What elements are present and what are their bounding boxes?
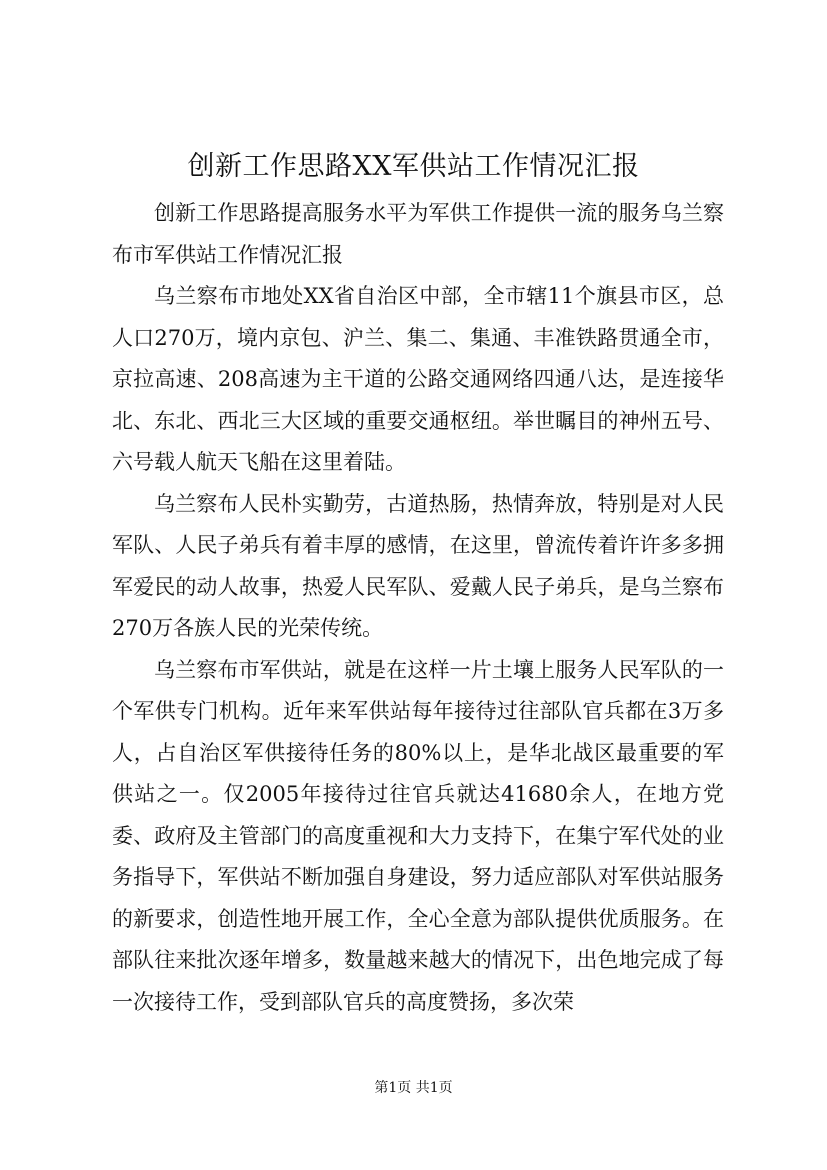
document-title: 创新工作思路XX军供站工作情况汇报 bbox=[187, 151, 640, 182]
paragraph-1: 创新工作思路提高服务水平为军供工作提供一流的服务乌兰察布市军供站工作情况汇报 bbox=[112, 201, 724, 267]
page-footer: 第1页 共1页 bbox=[374, 1080, 453, 1096]
paragraph-4: 乌兰察布市军供站，就是在这样一片土壤上服务人民军队的一个军供专门机构。近年来军供站每年接待过往部队官兵都在3万多人，占自治区军供接待任务的80%以上，是华北战区最重要的军供站之一。仅2005年接待过往官兵就达41680余人，在地方党委、政府及主管部门的高度重视和大力支持下，在集宁军代处的业务指导下，军供站不断加强自身建设，努力适应部队对军供站服务的新要求，创造性地开展工作，全心全意为部队提供优质服务。在部队往来批次逐年增多，数量越来越大的情况下，出色地完成了每一次接待工作，受到部队官兵的高度赞扬，多次荣 bbox=[112, 657, 724, 1014]
document-body bbox=[112, 193, 724, 1023]
paragraph-2: 乌兰察布市地处XX省自治区中部，全市辖11个旗县市区，总人口270万，境内京包、沪兰、集二、集通、丰准铁路贯通全市，京拉高速、208高速为主干道的公路交通网络四通八达，是连接华北、东北、西北三大区域的重要交通枢纽。举世瞩目的神州五号、六号载人航天飞船在这里着陆。 bbox=[112, 284, 724, 474]
paragraph-3: 乌兰察布人民朴实勤劳，古道热肠，热情奔放，特别是对人民军队、人民子弟兵有着丰厚的感情，在这里，曾流传着许许多多拥军爱民的动人故事，热爱人民军队、爱戴人民子弟兵，是乌兰察布270万各族人民的光荣传统。 bbox=[112, 491, 724, 640]
